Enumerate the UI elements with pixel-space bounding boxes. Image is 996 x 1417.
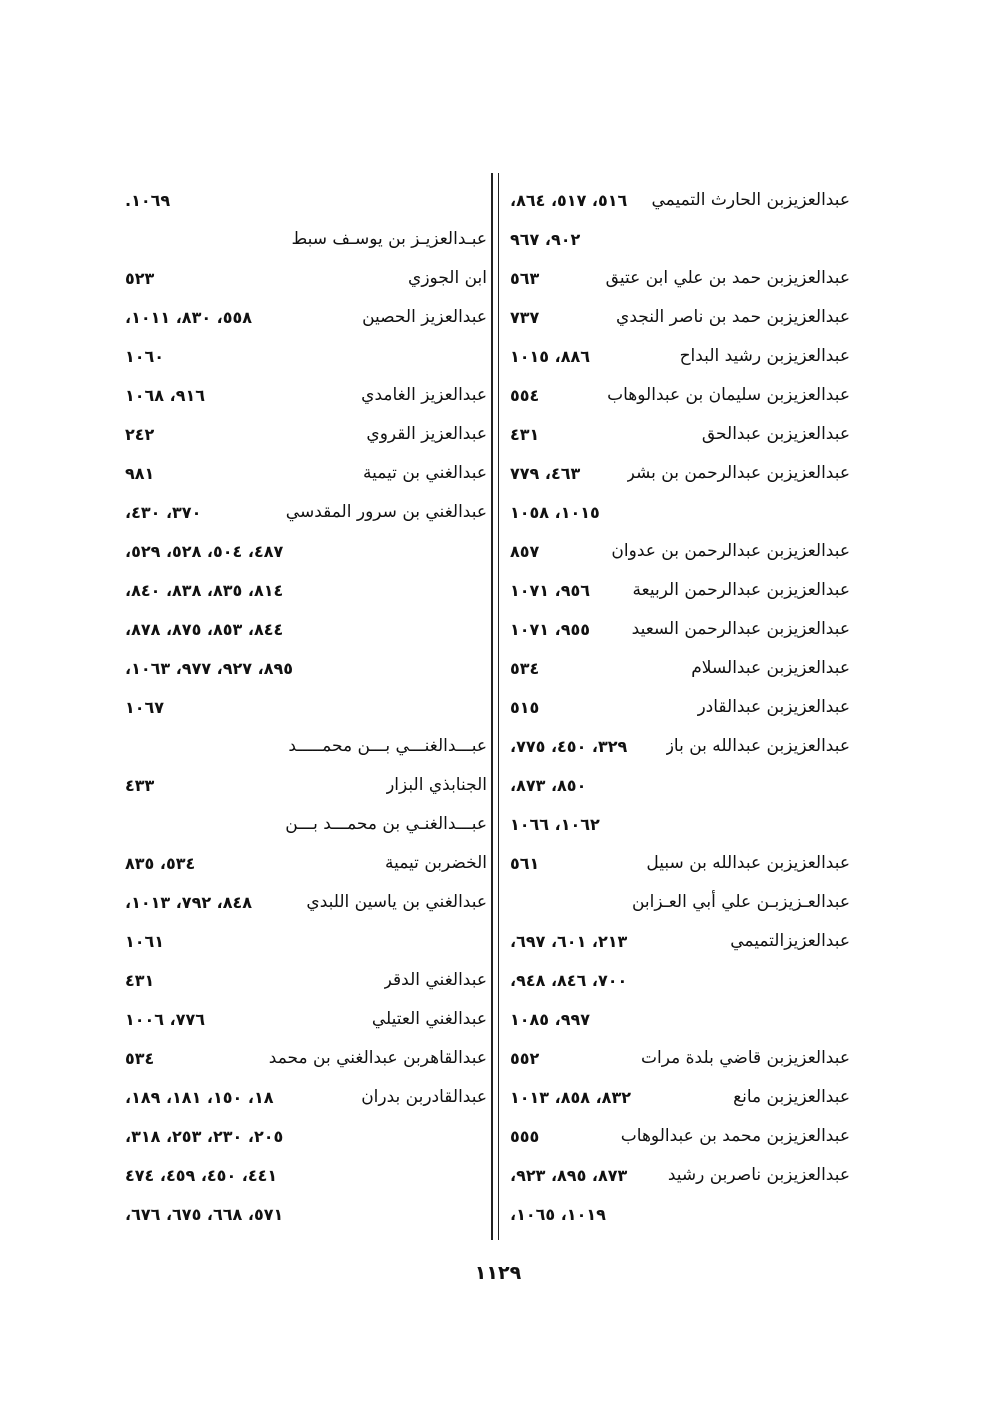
index-entry [510,961,850,1000]
index-entry [510,337,850,376]
entry-name: عبدالعزيزبن عبدالرحمن بن بشر [626,463,850,483]
entry-pages: ٩٥٥، ١٠٧١ [510,620,591,639]
index-entry [510,1195,850,1234]
entry-pages: ٥٦١ [510,854,540,873]
index-entry [510,1117,850,1156]
entry-name: عبدالعزيزبن عبدالرحمن الربيعة [632,580,850,600]
entry-name: عبدالعزيزبن عبدالسلام [691,658,850,678]
index-entry [125,844,487,883]
entry-pages: ٧٣٧ [510,308,540,327]
entry-pages: ٨٩٥، ٩٢٧، ٩٧٧، ١٠٦٣، [125,659,293,678]
index-entry [125,1078,487,1117]
entry-pages: ٨١٤، ٨٣٥، ٨٣٨، ٨٤٠، [125,581,284,600]
entry-pages: ١٠٦١ [125,932,165,951]
index-entry [510,688,850,727]
entry-pages: ٩٠٢، ٩٦٧ [510,230,581,249]
index-entry [125,220,487,259]
entry-pages: ٩١٦، ١٠٦٨ [125,386,206,405]
index-entry [125,298,487,337]
index-entry [510,883,850,922]
entry-name: عبدالعزيز الغامدي [361,385,487,405]
index-entry [125,649,487,688]
index-entry [510,181,850,220]
index-entry [125,415,487,454]
index-entry [125,337,487,376]
entry-pages: ٥٢٣ [125,269,155,288]
index-entry [510,415,850,454]
entry-pages: ٢٤٢ [125,425,155,444]
entry-pages: ٨٥٠، ٨٧٣، [510,776,587,795]
entry-pages: ١٠١٥، ١٠٥٨ [510,503,600,522]
index-entry [125,1039,487,1078]
entry-pages: ٥٥٤ [510,386,540,405]
entry-name: عبدالعزيز الحصين [362,307,487,327]
index-entry [125,532,487,571]
index-entry [510,571,850,610]
index-entry [125,922,487,961]
entry-pages: ٤٣١ [125,971,155,990]
index-entry [125,259,487,298]
entry-name: عبدالقاهربن عبدالغني بن محمد [268,1048,487,1068]
index-entry [510,454,850,493]
index-column-right [510,181,850,1234]
index-entry [125,454,487,493]
entry-pages: ٨٥٧ [510,542,540,561]
entry-pages: ٤٤١، ٤٥٠، ٤٥٩، ٤٧٤ [125,1166,278,1185]
index-entry [125,961,487,1000]
index-column-left [125,181,487,1234]
index-entry [125,571,487,610]
entry-name: عبدالعزيزبن عبدالله بن سبيل [646,853,850,873]
entry-name: عبدالعـزيزبـن علي أبي العـزابن [631,892,850,912]
index-entry [510,727,850,766]
entry-name: عبدالغني بن سرور المقدسي [285,502,487,522]
entry-pages: ٥٧١، ٦٦٨، ٦٧٥، ٦٧٦، [125,1205,284,1224]
index-entry [510,532,850,571]
index-entry [510,1039,850,1078]
index-entry [125,727,487,766]
entry-name: عبدالغني الدقر [383,970,487,990]
index-entry [510,1078,850,1117]
entry-pages: ١٠٦٧ [125,698,165,717]
entry-pages: ٨٤٨، ٧٩٢، ١٠١٣، [125,893,253,912]
entry-pages: ٤٣١ [510,425,540,444]
entry-pages: ١٠٦٢، ١٠٦٦ [510,815,600,834]
entry-pages: ٨٣٢، ٨٥٨، ١٠١٣ [510,1088,631,1107]
index-entry [125,181,487,220]
index-entry [510,376,850,415]
entry-name: عبـدالعزيـز بن يوسـف سبط [291,229,487,249]
entry-pages: ١٨، ١٥٠، ١٨١، ١٨٩، [125,1088,274,1107]
entry-name: عبدالعزيزبن ناصربن رشيد [667,1165,850,1185]
column-divider-inner [498,173,499,1240]
entry-pages: ١٠٦٠ [125,347,165,366]
entry-name: عبدالعزيزبن حمد بن علي ابن عتيق [605,268,850,288]
entry-name: عبدالعزيزبن سليمان بن عبدالوهاب [607,385,850,405]
index-entry [510,298,850,337]
entry-name: عبـــدالغنـــي بـــن محمـــــد [288,736,487,756]
entry-pages: ٩٥٦، ١٠٧١ [510,581,591,600]
entry-pages: ١٠١٩، ١٠٦٥، [510,1205,606,1224]
entry-name: عبدالعزيزبن مانع [733,1087,850,1107]
index-entry [125,610,487,649]
entry-name: الجنابذي البزار [386,775,487,795]
entry-name: عبدالعزيزبن عبدالرحمن بن عدوان [611,541,850,561]
entry-pages: ٥١٦، ٥١٧، ٨٦٤، [510,191,628,210]
entry-name: عبدالعزيزبن عبدالرحمن السعيد [631,619,850,639]
page-number: ١١٢٩ [474,1262,522,1284]
index-entry [125,805,487,844]
entry-pages: ٤٨٧، ٥٠٤، ٥٢٨، ٥٢٩، [125,542,284,561]
index-entry [125,493,487,532]
entry-pages: ٥٣٤ [125,1049,155,1068]
index-entry [125,1117,487,1156]
entry-name: عبدالغني العتيلي [371,1009,487,1029]
index-entry [125,688,487,727]
entry-name: عبدالغني بن ياسين اللبدي [306,892,487,912]
index-entry [510,220,850,259]
entry-name: عبدالعزيزبن عبدالله بن باز [665,736,850,756]
entry-pages: ٥٣٤، ٨٣٥ [125,854,196,873]
index-entry [510,1156,850,1195]
index-entry [125,766,487,805]
entry-name: عبدالعزيزبن الحارث التميمي [651,190,850,210]
entry-pages: ٩٩٧، ١٠٨٥ [510,1010,591,1029]
entry-name: عبدالعزيز القروي [366,424,487,444]
index-entry [510,922,850,961]
entry-name: عبدالغني بن تيمية [362,463,487,483]
index-entry [510,805,850,844]
column-divider [491,173,493,1240]
entry-pages: ٩٨١ [125,464,155,483]
entry-pages: ٧٠٠، ٨٤٦، ٩٤٨، [510,971,628,990]
entry-pages: ٨٤٤، ٨٥٣، ٨٧٥، ٨٧٨، [125,620,284,639]
entry-pages: ١٠٦٩. [125,191,171,210]
entry-pages: ٤٦٣، ٧٧٩ [510,464,581,483]
index-entry [510,610,850,649]
entry-pages: ٥٥٢ [510,1049,540,1068]
entry-pages: ٣٧٠، ٤٣٠، [125,503,202,522]
entry-pages: ٨٨٦، ١٠١٥ [510,347,591,366]
entry-pages: ٤٣٣ [125,776,155,795]
entry-name: عبدالعزيزالتميمي [730,931,850,951]
entry-name: عبدالقادربن بدران [361,1087,487,1107]
index-entry [510,493,850,532]
entry-name: عبدالعزيزبن قاضي بلدة مرات [641,1048,850,1068]
entry-pages: ٣٢٩، ٤٥٠، ٧٧٥، [510,737,628,756]
index-entry [510,649,850,688]
index-entry [510,766,850,805]
index-entry [125,376,487,415]
index-entry [125,1195,487,1234]
entry-name: عبدالعزيزبن عبدالقادر [697,697,850,717]
entry-pages: ٥٦٣ [510,269,540,288]
entry-name: عبدالعزيزبن عبدالحق [701,424,850,444]
entry-name: الخضربن تيمية [384,853,487,873]
index-entry [510,1000,850,1039]
entry-pages: ٢١٣، ٦٠١، ٦٩٧، [510,932,628,951]
index-entry [510,844,850,883]
index-entry [510,259,850,298]
entry-pages: ٥٥٥ [510,1127,540,1146]
entry-pages: ٨٧٣، ٨٩٥، ٩٢٣، [510,1166,628,1185]
entry-name: عبدالعزيزبن محمد بن عبدالوهاب [620,1126,850,1146]
entry-pages: ٧٧٦، ١٠٠٦ [125,1010,206,1029]
entry-pages: ٥٥٨، ٨٣٠، ١٠١١، [125,308,253,327]
entry-pages: ٥١٥ [510,698,540,717]
entry-pages: ٥٣٤ [510,659,540,678]
entry-name: عبدالعزيزبن رشيد البداح [679,346,850,366]
index-entry [125,1000,487,1039]
entry-name: عبـــدالغنـي بن محمـــد بـــن [285,814,487,834]
entry-name: ابن الجوزي [408,268,487,288]
entry-pages: ٢٠٥، ٢٣٠، ٢٥٣، ٣١٨، [125,1127,284,1146]
index-entry [125,883,487,922]
entry-name: عبدالعزيزبن حمد بن ناصر النجدي [616,307,850,327]
index-entry [125,1156,487,1195]
